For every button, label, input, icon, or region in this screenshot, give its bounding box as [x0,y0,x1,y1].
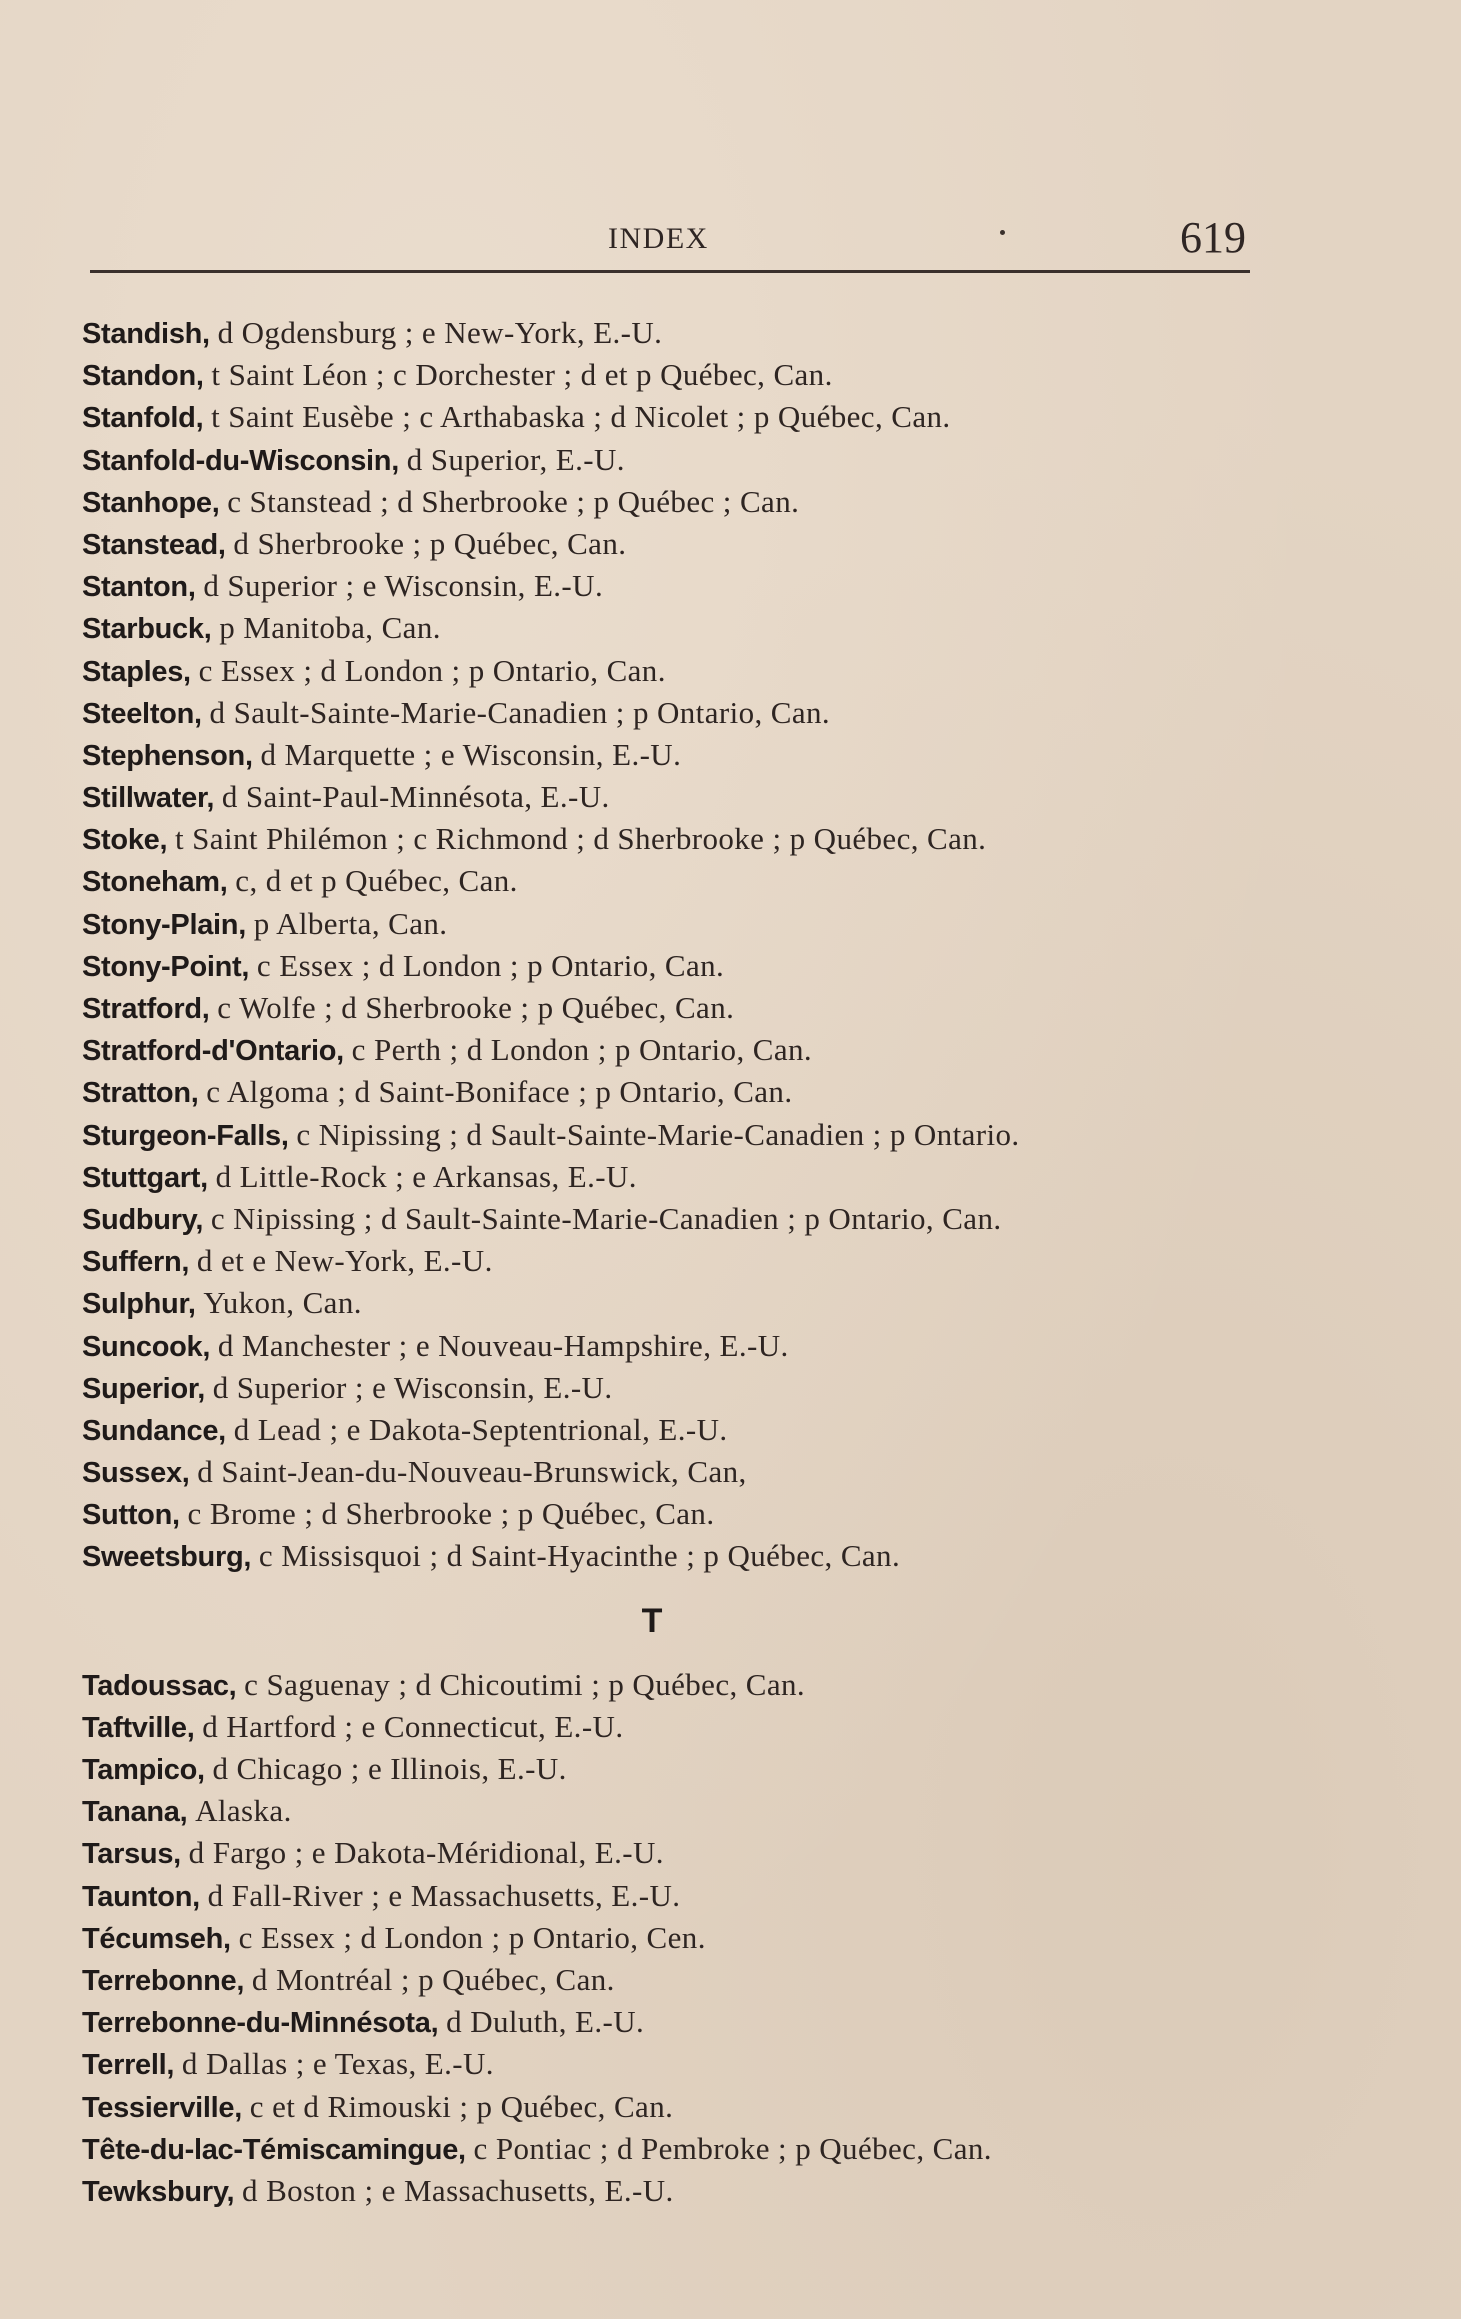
index-entry [82,439,1322,481]
entry-headword: Stanfold-du-Wisconsin, [82,444,399,477]
entry-headword: Stanhope, [82,486,220,519]
entry-headword: Superior, [82,1372,205,1405]
index-entry [82,1071,1322,1113]
section-s-list [82,312,1322,1578]
entry-headword: Terrebonne-du-Minnésota, [82,2007,439,2040]
index-entry [82,396,1322,438]
entry-details: c, d et p Québec, Can. [235,863,518,899]
entry-details: c Essex ; d London ; p Ontario, Can. [198,652,666,688]
index-entry [82,1367,1322,1409]
entry-details: d Superior, E.-U. [406,441,625,477]
index-entry [82,1282,1322,1324]
entry-details: d et e New-York, E.-U. [196,1243,493,1279]
index-entry [82,1790,1322,1832]
entry-headword: Stratford-d'Ontario, [82,1035,344,1068]
index-entry [82,1114,1322,1156]
index-entry [82,523,1322,565]
entry-details: t Saint Philémon ; c Richmond ; d Sherbrooke ; p Québec, Can. [174,821,987,857]
entry-details: d Saint-Jean-du-Nouveau-Brunswick, Can, [197,1454,747,1490]
entry-headword: Sundance, [82,1414,226,1447]
running-title: INDEX [608,222,709,255]
entry-details: d Superior ; e Wisconsin, E.-U. [203,568,604,604]
entry-headword: Stratford, [82,993,210,1025]
header-rule [90,270,1250,273]
entry-details: d Dallas ; e Texas, E.-U. [181,2046,494,2082]
index-entries [82,312,1322,2212]
entry-details: c Saguenay ; d Chicoutimi ; p Québec, Can. [244,1666,806,1702]
index-entry [82,1325,1322,1367]
entry-details: c Stanstead ; d Sherbrooke ; p Québec ; Can. [227,483,800,519]
entry-details: c Pontiac ; d Pembroke ; p Québec, Can. [473,2130,992,2166]
index-entry [82,1156,1322,1198]
index-entry [82,650,1322,692]
entry-details: p Manitoba, Can. [219,610,441,646]
entry-details: d Little-Rock ; e Arkansas, E.-U. [215,1158,637,1194]
index-entry [82,2043,1322,2085]
entry-headword: Stuttgart, [82,1161,208,1194]
entry-headword: Tewksbury, [82,2175,235,2208]
index-entry [82,1959,1322,2001]
entry-details: d Manchester ; e Nouveau-Hampshire, E.-U. [217,1327,789,1363]
entry-headword: Sturgeon-Falls, [82,1119,289,1152]
entry-details: d Superior ; e Wisconsin, E.-U. [212,1369,613,1405]
entry-headword: Standish, [82,318,210,350]
index-entry [82,1875,1322,1917]
entry-details: c Algoma ; d Saint-Boniface ; p Ontario, Can. [206,1074,793,1110]
entry-details: p Alberta, Can. [253,905,448,941]
entry-details: d Lead ; e Dakota-Septentrional, E.-U. [233,1411,728,1447]
index-entry [82,734,1322,776]
entry-details: c Nipissing ; d Sault-Sainte-Marie-Canadien ; p Ontario, Can. [210,1200,1002,1236]
entry-headword: Stanton, [82,571,196,604]
index-entry [82,987,1322,1029]
entry-details: t Saint Eusèbe ; c Arthabaska ; d Nicolet ; p Québec, Can. [211,399,951,435]
entry-details: c Essex ; d London ; p Ontario, Can. [256,947,725,983]
entry-headword: Stony-Plain, [82,908,246,941]
entry-details: d Fargo ; e Dakota-Méridional, E.-U. [188,1835,664,1871]
entry-headword: Stanfold, [82,402,204,435]
index-entry [82,692,1322,734]
entry-details: d Fall-River ; e Massachusetts, E.-U. [207,1877,681,1913]
entry-headword: Sulphur, [82,1288,196,1321]
entry-headword: Staples, [82,655,191,688]
entry-headword: Suffern, [82,1246,190,1279]
entry-details: d Ogdensburg ; e New-York, E.-U. [217,315,663,350]
index-entry [82,1748,1322,1790]
index-entry [82,818,1322,860]
index-entry [82,1535,1322,1577]
index-entry [82,2086,1322,2128]
entry-details: d Sherbrooke ; p Québec, Can. [233,525,627,561]
entry-details: c Essex ; d London ; p Ontario, Cen. [238,1919,706,1955]
entry-headword: Taftville, [82,1711,195,1744]
entry-headword: Stony-Point, [82,950,250,983]
index-entry [82,1664,1322,1706]
entry-details: d Marquette ; e Wisconsin, E.-U. [260,736,682,772]
entry-details: c Perth ; d London ; p Ontario, Can. [351,1032,813,1068]
entry-headword: Terrebonne, [82,1964,245,1997]
entry-headword: Sussex, [82,1457,190,1490]
index-entry [82,481,1322,523]
entry-headword: Sudbury, [82,1203,204,1236]
index-entry [82,312,1322,354]
entry-headword: Terrell, [82,2049,175,2082]
page-number: 619 [1180,213,1246,262]
letter-heading: T [641,1601,663,1640]
page-header [90,212,1250,272]
entry-headword: Taunton, [82,1880,200,1913]
entry-details: d Hartford ; e Connecticut, E.-U. [202,1708,624,1744]
entry-details: Alaska. [195,1793,292,1829]
entry-headword: Stillwater, [82,782,215,815]
index-entry [82,945,1322,987]
index-entry [82,2170,1322,2212]
entry-headword: Stoneham, [82,866,228,899]
entry-details: Yukon, Can. [203,1285,362,1321]
entry-headword: Suncook, [82,1330,211,1363]
entry-headword: Stephenson, [82,739,253,772]
index-entry [82,2001,1322,2043]
index-entry [82,2128,1322,2170]
index-entry [82,1706,1322,1748]
entry-headword: Stanstead, [82,528,226,561]
entry-details: c Nipissing ; d Sault-Sainte-Marie-Canadien ; p Ontario. [296,1116,1020,1152]
entry-headword: Tampico, [82,1754,205,1786]
entry-details: t Saint Léon ; c Dorchester ; d et p Québec, Can. [211,357,833,393]
entry-headword: Starbuck, [82,613,212,646]
entry-details: c Missisquoi ; d Saint-Hyacinthe ; p Québec, Can. [258,1538,901,1574]
entry-headword: Steelton, [82,697,202,730]
entry-headword: Standon, [82,360,204,393]
section-t-list [82,1664,1322,2212]
entry-headword: Tanana, [82,1796,188,1829]
entry-headword: Tarsus, [82,1838,181,1871]
index-entry [82,607,1322,649]
entry-headword: Tête-du-lac-Témiscamingue, [82,2133,466,2166]
entry-details: d Duluth, E.-U. [446,2004,645,2040]
index-entry [82,776,1322,818]
entry-details: d Boston ; e Massachusetts, E.-U. [242,2172,674,2208]
entry-details: d Montréal ; p Québec, Can. [251,1961,615,1997]
entry-headword: Stoke, [82,824,168,857]
entry-details: d Sault-Sainte-Marie-Canadien ; p Ontario, Can. [209,694,831,730]
entry-headword: Sutton, [82,1499,180,1532]
index-entry [82,1029,1322,1071]
entry-details: d Chicago ; e Illinois, E.-U. [212,1751,567,1786]
entry-headword: Tadoussac, [82,1669,237,1702]
entry-details: d Saint-Paul-Minnésota, E.-U. [221,779,610,815]
index-entry [82,1832,1322,1874]
index-entry [82,903,1322,945]
index-entry [82,1198,1322,1240]
entry-details: c Brome ; d Sherbrooke ; p Québec, Can. [187,1496,715,1532]
entry-headword: Stratton, [82,1077,199,1110]
index-entry [82,1917,1322,1959]
entry-details: c et d Rimouski ; p Québec, Can. [249,2088,674,2124]
index-entry [82,565,1322,607]
index-entry [82,1409,1322,1451]
entry-headword: Tessierville, [82,2091,243,2124]
index-entry [82,860,1322,902]
entry-headword: Técumseh, [82,1922,231,1955]
index-entry [82,1451,1322,1493]
index-entry [82,354,1322,396]
entry-headword: Sweetsburg, [82,1541,252,1574]
index-entry [82,1240,1322,1282]
entry-details: c Wolfe ; d Sherbrooke ; p Québec, Can. [217,990,735,1025]
index-entry [82,1493,1322,1535]
header-dot [1000,230,1005,235]
